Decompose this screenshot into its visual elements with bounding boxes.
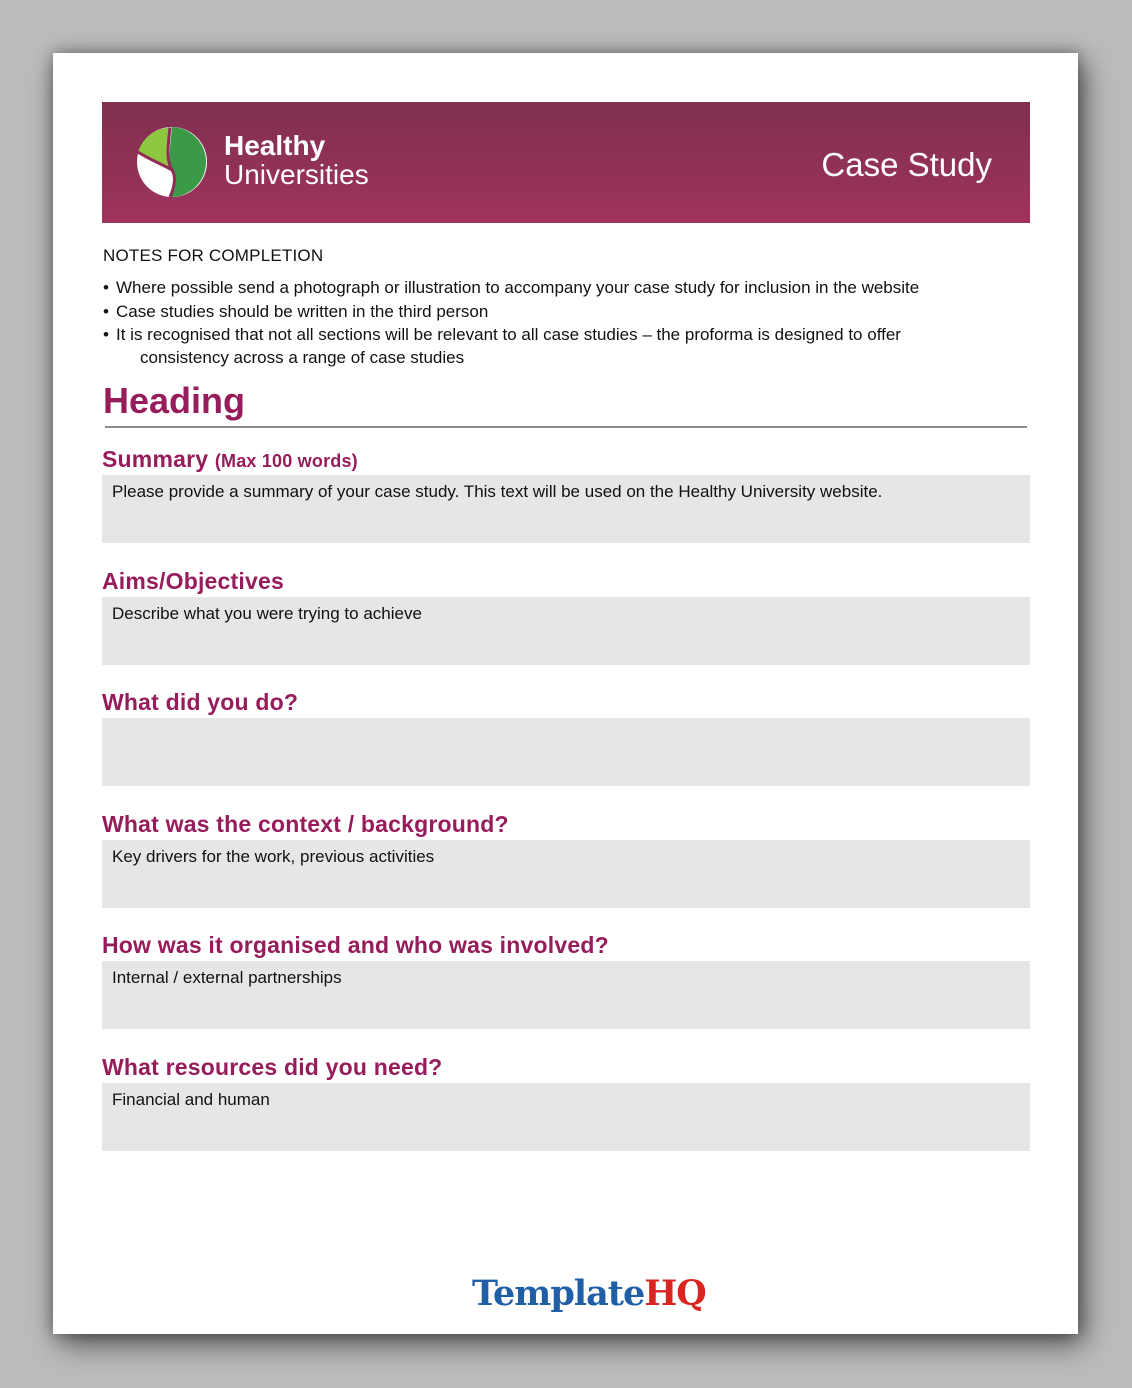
- banner-title: Case Study: [821, 146, 992, 183]
- section-context-background: [102, 808, 1030, 908]
- logo-line2: Universities: [224, 159, 369, 190]
- section-title-text: Summary: [102, 446, 209, 472]
- note-item: [103, 324, 1033, 369]
- organisation-field[interactable]: Internal / external partnerships: [102, 961, 1030, 1029]
- section-what-did-you-do: [102, 686, 1030, 786]
- notes-list: [103, 277, 1033, 369]
- section-subtitle: (Max 100 words): [214, 451, 358, 471]
- section-resources: [102, 1051, 1030, 1151]
- bullet-icon: •: [103, 278, 109, 297]
- what-did-you-do-field[interactable]: [102, 718, 1030, 786]
- resources-field[interactable]: Financial and human: [102, 1083, 1030, 1151]
- section-summary: [102, 443, 1030, 543]
- page-heading: Heading: [103, 380, 246, 421]
- note-text-continued: consistency across a range of case studies: [140, 347, 465, 367]
- templatehq-watermark-logo: [472, 1273, 706, 1314]
- section-title: [102, 443, 1030, 475]
- header-banner: [102, 102, 1030, 223]
- notes-title: NOTES FOR COMPLETION: [103, 246, 324, 265]
- logo-wordmark: [224, 131, 369, 189]
- aims-objectives-field[interactable]: Describe what you were trying to achieve: [102, 597, 1030, 665]
- watermark-part1: Template: [472, 1273, 645, 1314]
- section-title: What did you do?: [102, 689, 299, 715]
- logo-line1: Healthy: [224, 130, 326, 161]
- summary-field[interactable]: Please provide a summary of your case study. This text will be used on the Healthy University website.: [102, 475, 1030, 543]
- section-title: Aims/Objectives: [102, 568, 284, 594]
- heading-divider: [105, 426, 1027, 428]
- section-aims-objectives: [102, 565, 1030, 665]
- section-organisation: [102, 929, 1030, 1029]
- bullet-icon: •: [103, 325, 109, 344]
- note-text: Case studies should be written in the third person: [116, 301, 489, 321]
- healthy-universities-logo-icon: [132, 126, 212, 198]
- context-background-field[interactable]: Key drivers for the work, previous activities: [102, 840, 1030, 908]
- document-page: [53, 53, 1078, 1334]
- bullet-icon: •: [103, 301, 109, 321]
- section-title: What resources did you need?: [102, 1054, 443, 1080]
- note-text: Where possible send a photograph or illustration to accompany your case study for inclusion in the website: [116, 278, 920, 297]
- note-item: [103, 277, 1033, 300]
- note-text: It is recognised that not all sections will be relevant to all case studies – the proforma is designed to offer: [116, 325, 901, 344]
- notes-for-completion: [103, 246, 1033, 370]
- note-item: [103, 301, 1033, 324]
- section-title: How was it organised and who was involved?: [102, 932, 609, 958]
- watermark-part2: HQ: [644, 1273, 706, 1314]
- section-title: What was the context / background?: [102, 811, 509, 837]
